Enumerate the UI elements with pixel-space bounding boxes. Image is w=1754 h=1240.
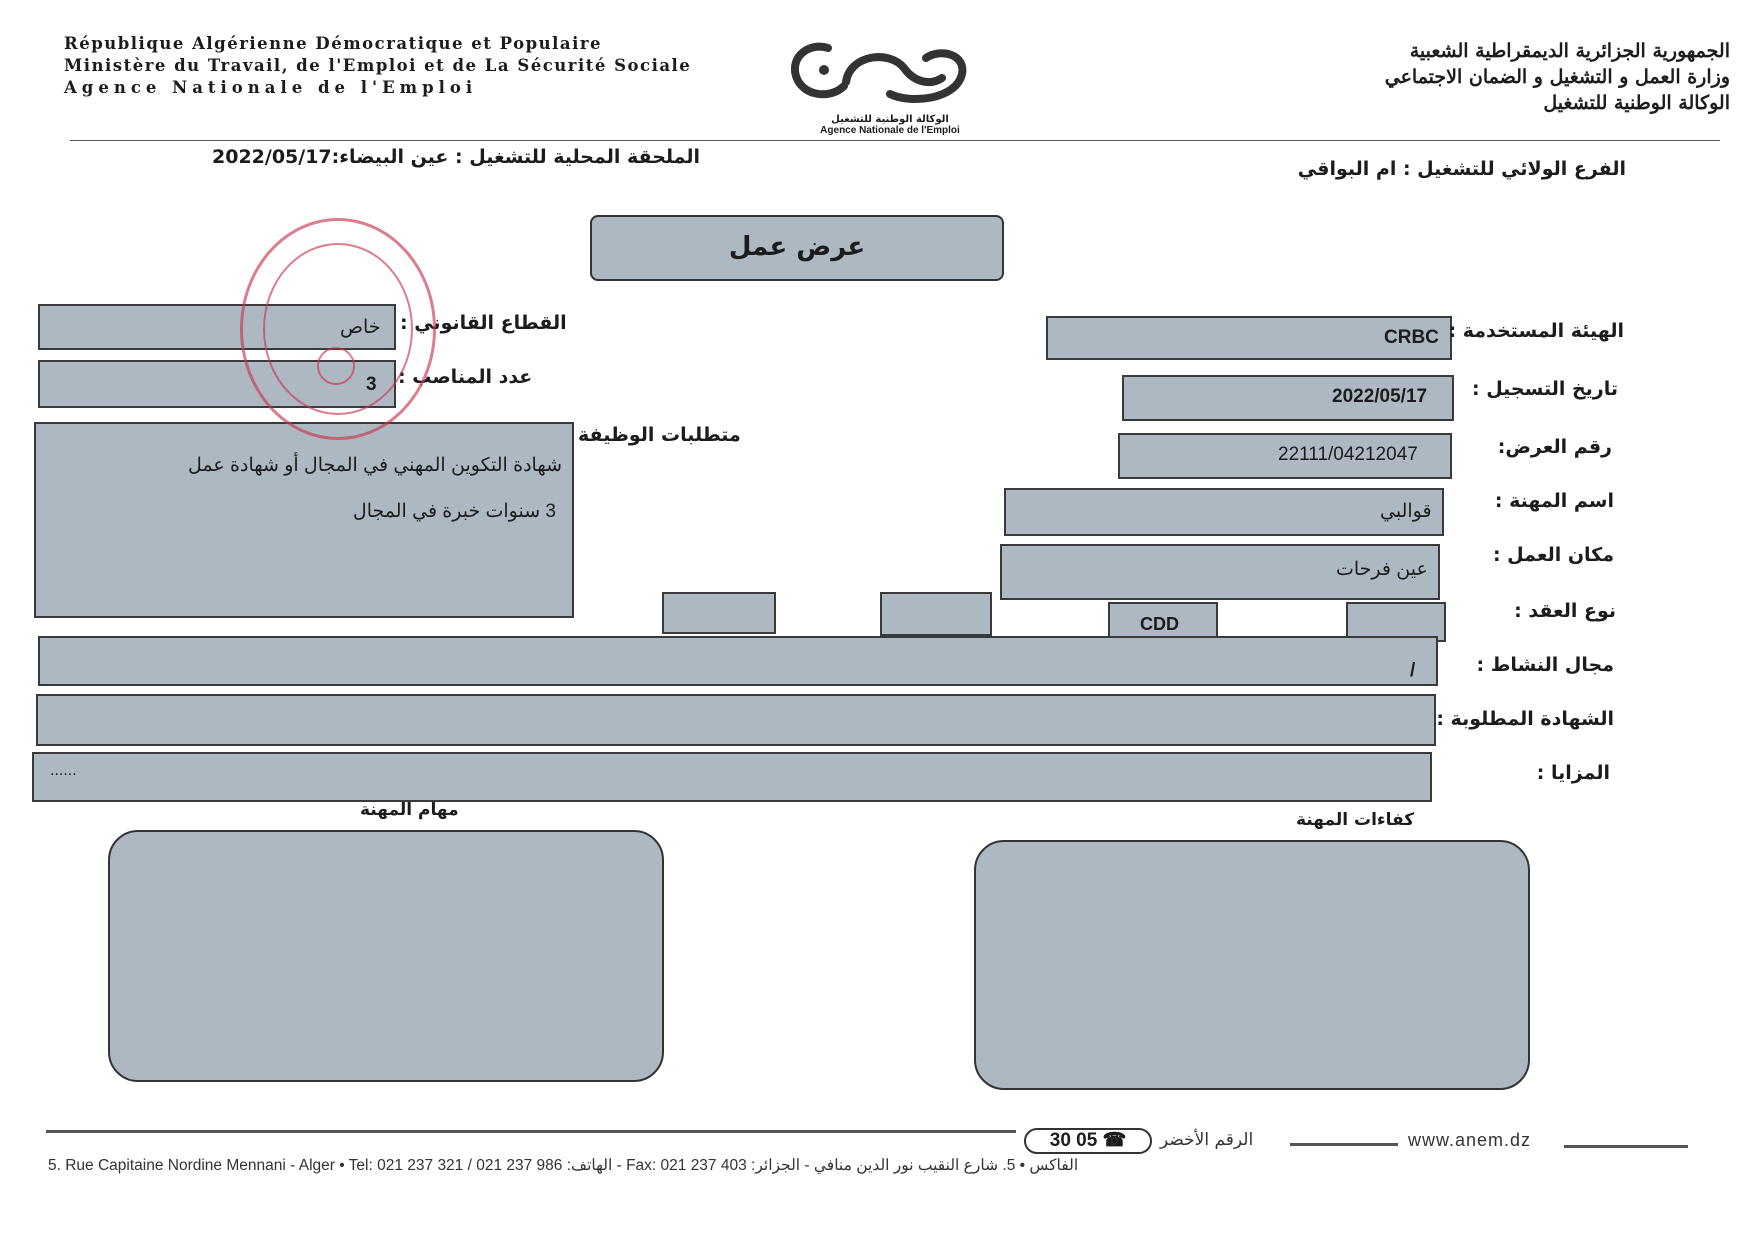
header-separator — [70, 140, 1720, 141]
green-number-value: 30 05 — [1049, 1130, 1098, 1151]
header-ar-line2: وزارة العمل و التشغيل و الضمان الاجتماعي — [1384, 66, 1730, 88]
sector-value: خاص — [340, 317, 381, 338]
employer-value: CRBC — [1384, 327, 1439, 348]
anem-logo-icon — [780, 34, 1000, 112]
website-link[interactable]: www.anem.dz — [1408, 1130, 1532, 1150]
positions-value: 3 — [366, 374, 377, 395]
offer-number-label: رقم العرض: — [1497, 436, 1612, 458]
diploma-label: الشهادة المطلوبة : — [1436, 708, 1614, 730]
footer-rule-mid — [1290, 1143, 1398, 1146]
green-number-badge — [1024, 1128, 1152, 1154]
footer-rule-right — [1564, 1145, 1688, 1148]
requirements-label: متطلبات الوظيفة — [578, 424, 741, 446]
workplace-label: مكان العمل : — [1492, 544, 1614, 566]
official-stamp — [240, 218, 436, 440]
workplace-value: عين فرحات — [1336, 559, 1428, 580]
activity-value: / — [1410, 660, 1416, 681]
tasks-label: مهام المهنة — [360, 800, 459, 820]
benefits-value: ...... — [50, 762, 77, 779]
logo-arabic-text: الوكالة الوطنية للتشغيل — [831, 114, 949, 125]
requirements-line2: 3 سنوات خبرة في المجال — [352, 501, 556, 522]
benefits-box — [32, 752, 1432, 802]
phone-icon: ☎ — [1102, 1130, 1127, 1151]
header-fr-line2: Ministère du Travail, de l'Emploi et de La Sécurité Sociale — [64, 56, 692, 75]
employer-label: الهيئة المستخدمة : — [1448, 320, 1624, 342]
page-title: عرض عمل — [590, 215, 1004, 281]
job-name-value: قوالبي — [1380, 501, 1432, 522]
job-name-box — [1004, 488, 1444, 536]
activity-box — [38, 636, 1438, 686]
job-name-label: اسم المهنة : — [1494, 490, 1614, 512]
contract-value: CDD — [1140, 614, 1179, 634]
sector-label: القطاع القانوني : — [400, 312, 567, 334]
footer-rule-left — [46, 1130, 1016, 1133]
diploma-box — [36, 694, 1436, 746]
skills-box — [974, 840, 1530, 1090]
logo-french-text: Agence Nationale de l'Emploi — [820, 125, 960, 136]
header-fr-line3: Agence Nationale de l'Emploi — [64, 78, 478, 97]
contract-option-box — [880, 592, 992, 636]
branch-label: الفرع الولائي للتشغيل : ام البواقي — [1297, 158, 1626, 180]
tasks-box — [108, 830, 664, 1082]
reg-date-label: تاريخ التسجيل : — [1471, 378, 1618, 400]
header-ar-line3: الوكالة الوطنية للتشغيل — [1543, 92, 1730, 114]
contract-option-box — [662, 592, 776, 634]
skills-label: كفاءات المهنة — [1296, 810, 1415, 830]
anem-logo — [780, 34, 1000, 136]
local-office-label: الملحقة المحلية للتشغيل : عين البيضاء:2022/05/17 — [212, 146, 701, 168]
header-fr-line1: République Algérienne Démocratique et Populaire — [64, 34, 603, 53]
requirements-line1: شهادة التكوين المهني في المجال أو شهادة عمل — [188, 455, 562, 476]
offer-number-value: 22111/04212047 — [1278, 444, 1418, 465]
contract-label: نوع العقد : — [1514, 600, 1616, 622]
footer-address: 5. Rue Capitaine Nordine Mennani - Alger • Tel: 021 237 321 / 021 237 986 :الهاتف - Fax: 021 237 403 :الفاكس • 5. شارع النقيب نور الدين منافي - الجزائر — [48, 1157, 1079, 1174]
reg-date-value: 2022/05/17 — [1332, 386, 1428, 407]
benefits-label: المزايا : — [1536, 762, 1610, 784]
green-number-label: الرقم الأخضر — [1160, 1130, 1254, 1150]
positions-label: عدد المناصب : — [398, 366, 533, 388]
header-ar-line1: الجمهورية الجزائرية الديمقراطية الشعبية — [1409, 40, 1730, 62]
activity-label: مجال النشاط : — [1476, 654, 1614, 676]
